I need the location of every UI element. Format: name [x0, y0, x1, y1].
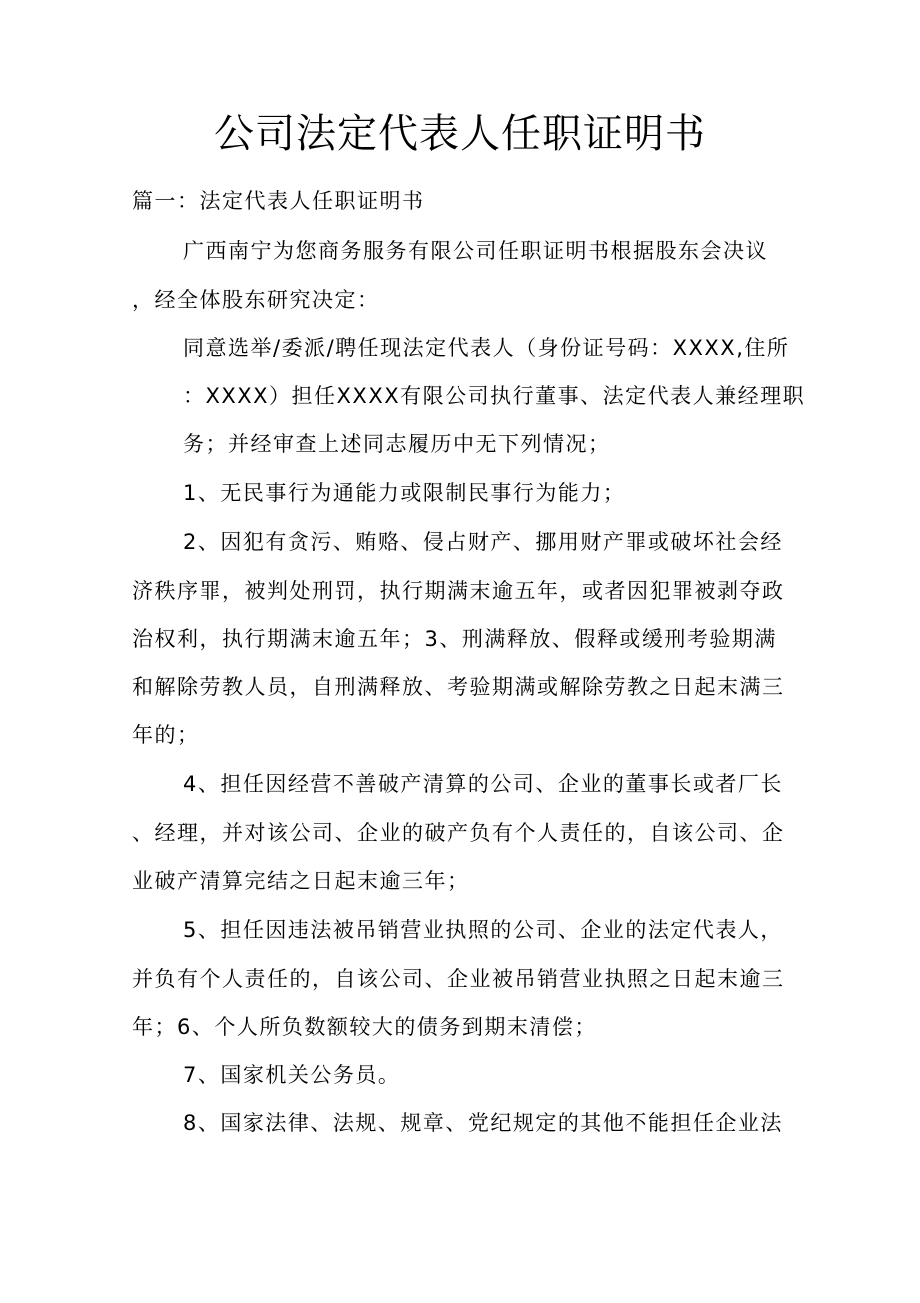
- body-line: 年；6、个人所负数额较大的债务到期末清偿；: [132, 1015, 597, 1039]
- list-item: 5、担任因违法被吊销营业执照的公司、企业的法定代表人，: [183, 918, 783, 942]
- body-line: ：XXXX）担任XXXX有限公司执行董事、法定代表人兼经理职: [183, 384, 806, 408]
- body-line: 并负有个人责任的，自该公司、企业被吊销营业执照之日起末逾三: [132, 967, 785, 991]
- body-line: 年的；: [132, 723, 200, 747]
- list-item: 2、因犯有贪污、贿赂、侵占财产、挪用财产罪或破坏社会经: [183, 530, 783, 554]
- body-line: 治权利，执行期满末逾五年；3、刑满释放、假释或缓刑考验期满: [132, 627, 777, 651]
- list-item: 1、无民事行为通能力或限制民事行为能力；: [183, 481, 626, 505]
- body-line: 业破产清算完结之日起末逾三年；: [132, 869, 470, 893]
- body-line: 和解除劳教人员，自刑满释放、考验期满或解除劳教之日起末满三: [132, 675, 785, 699]
- document-title: 公司法定代表人任职证明书: [214, 111, 706, 157]
- list-item: 8、国家法律、法规、规章、党纪规定的其他不能担任企业法: [183, 1111, 783, 1135]
- list-item: 7、国家机关公务员。: [183, 1063, 401, 1087]
- body-line: ，经全体股东研究决定：: [132, 288, 380, 312]
- section-heading: 篇一：法定代表人任职证明书: [132, 189, 425, 213]
- body-line: 、经理，并对该公司、企业的破产负有个人责任的，自该公司、企: [132, 821, 785, 845]
- list-item: 4、担任因经营不善破产清算的公司、企业的董事长或者厂长: [183, 772, 783, 796]
- body-line: 务；并经审查上述同志履历中无下列情况；: [183, 432, 611, 456]
- body-line: 同意选举/委派/聘任现法定代表人（身份证号码：XXXX,住所: [183, 336, 790, 360]
- body-line: 济秩序罪，被判处刑罚，执行期满末逾五年，或者因犯罪被剥夺政: [132, 579, 785, 603]
- body-line: 广西南宁为您商务服务有限公司任职证明书根据股东会决议: [183, 239, 768, 263]
